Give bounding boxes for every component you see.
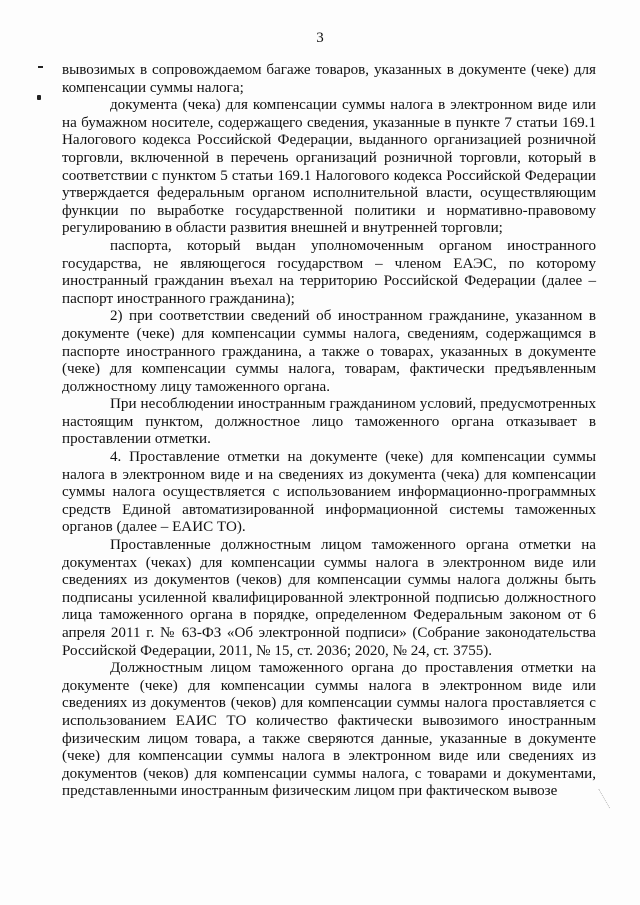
paragraph: Проставленные должностным лицом таможенного органа отметки на документах (чеках) для компенсации суммы налога в электронном виде или сведениях из документов (чеков) для компенсации суммы налога должны быть подписаны усиленной квалифицированной электронной подписью должностного лица таможенного органа в порядке, определенном Федеральным законом от 6 апреля 2011 г. № 63-ФЗ «Об электронной подписи» (Собрание законодательства Российской Федерации, 2011, № 15, ст. 2036; 2020, № 24, ст. 3755). — [62, 537, 596, 659]
paragraph: паспорта, который выдан уполномоченным органом иностранного государства, не являющегося государством – членом ЕАЭС, по которому иностранный гражданин въехал на территорию Российской Федерации (далее – паспорт иностранного гражданина); — [62, 237, 596, 307]
paragraph: При несоблюдении иностранным гражданином условий, предусмотренных настоящим пунктом, должностное лицо таможенного органа отказывает в проставлении отметки. — [62, 396, 596, 448]
margin-dash-mark — [38, 66, 43, 68]
document-body — [62, 62, 596, 801]
scan-artifact — [598, 784, 619, 809]
margin-dot-mark — [37, 95, 41, 100]
paragraph: вывозимых в сопровождаемом багаже товаров, указанных в документе (чеке) для компенсации суммы налога; — [62, 62, 596, 96]
paragraph: 4. Проставление отметки на документе (чеке) для компенсации суммы налога в электронном виде и на сведениях из документа (чека) для компенсации суммы налога осуществляется с использованием информационно-программных средств Единой автоматизированной информационной системы таможенных органов (далее – ЕАИС ТО). — [62, 449, 596, 536]
paragraph: Должностным лицом таможенного органа до проставления отметки на документе (чеке) для компенсации суммы налога в электронном виде или сведениях из документов (чеков) для компенсации суммы налога проставляется с использованием ЕАИС ТО количество фактически вывозимого иностранным физическим лицом товара, а также сверяются данные, указанные в документе (чеке) для компенсации суммы налога в электронном виде или сведениях из документов (чеков) для компенсации суммы налога, с товарами и документами, представленными иностранным физическим лицом при фактическом вывозе — [62, 660, 596, 800]
paragraph: 2) при соответствии сведений об иностранном гражданине, указанном в документе (чеке) для компенсации суммы налога, сведениям, содержащимся в паспорте иностранного гражданина, а также о товарах, указанных в документе (чеке) для компенсации суммы налога, товарам, фактически предъявленным должностному лицу таможенного органа. — [62, 308, 596, 395]
paragraph: документа (чека) для компенсации суммы налога в электронном виде или на бумажном носителе, содержащего сведения, указанные в пункте 7 статьи 169.1 Налогового кодекса Российской Федерации, выданного организацией розничной торговли, включенной в перечень организаций розничной торговли, который в соответствии с пунктом 5 статьи 169.1 Налогового кодекса Российской Федерации утверждается федеральным органом исполнительной власти, осуществляющим функции по выработке государственной политики и нормативно-правовому регулированию в области развития внешней и внутренней торговли; — [62, 97, 596, 237]
page-number: 3 — [316, 30, 324, 46]
